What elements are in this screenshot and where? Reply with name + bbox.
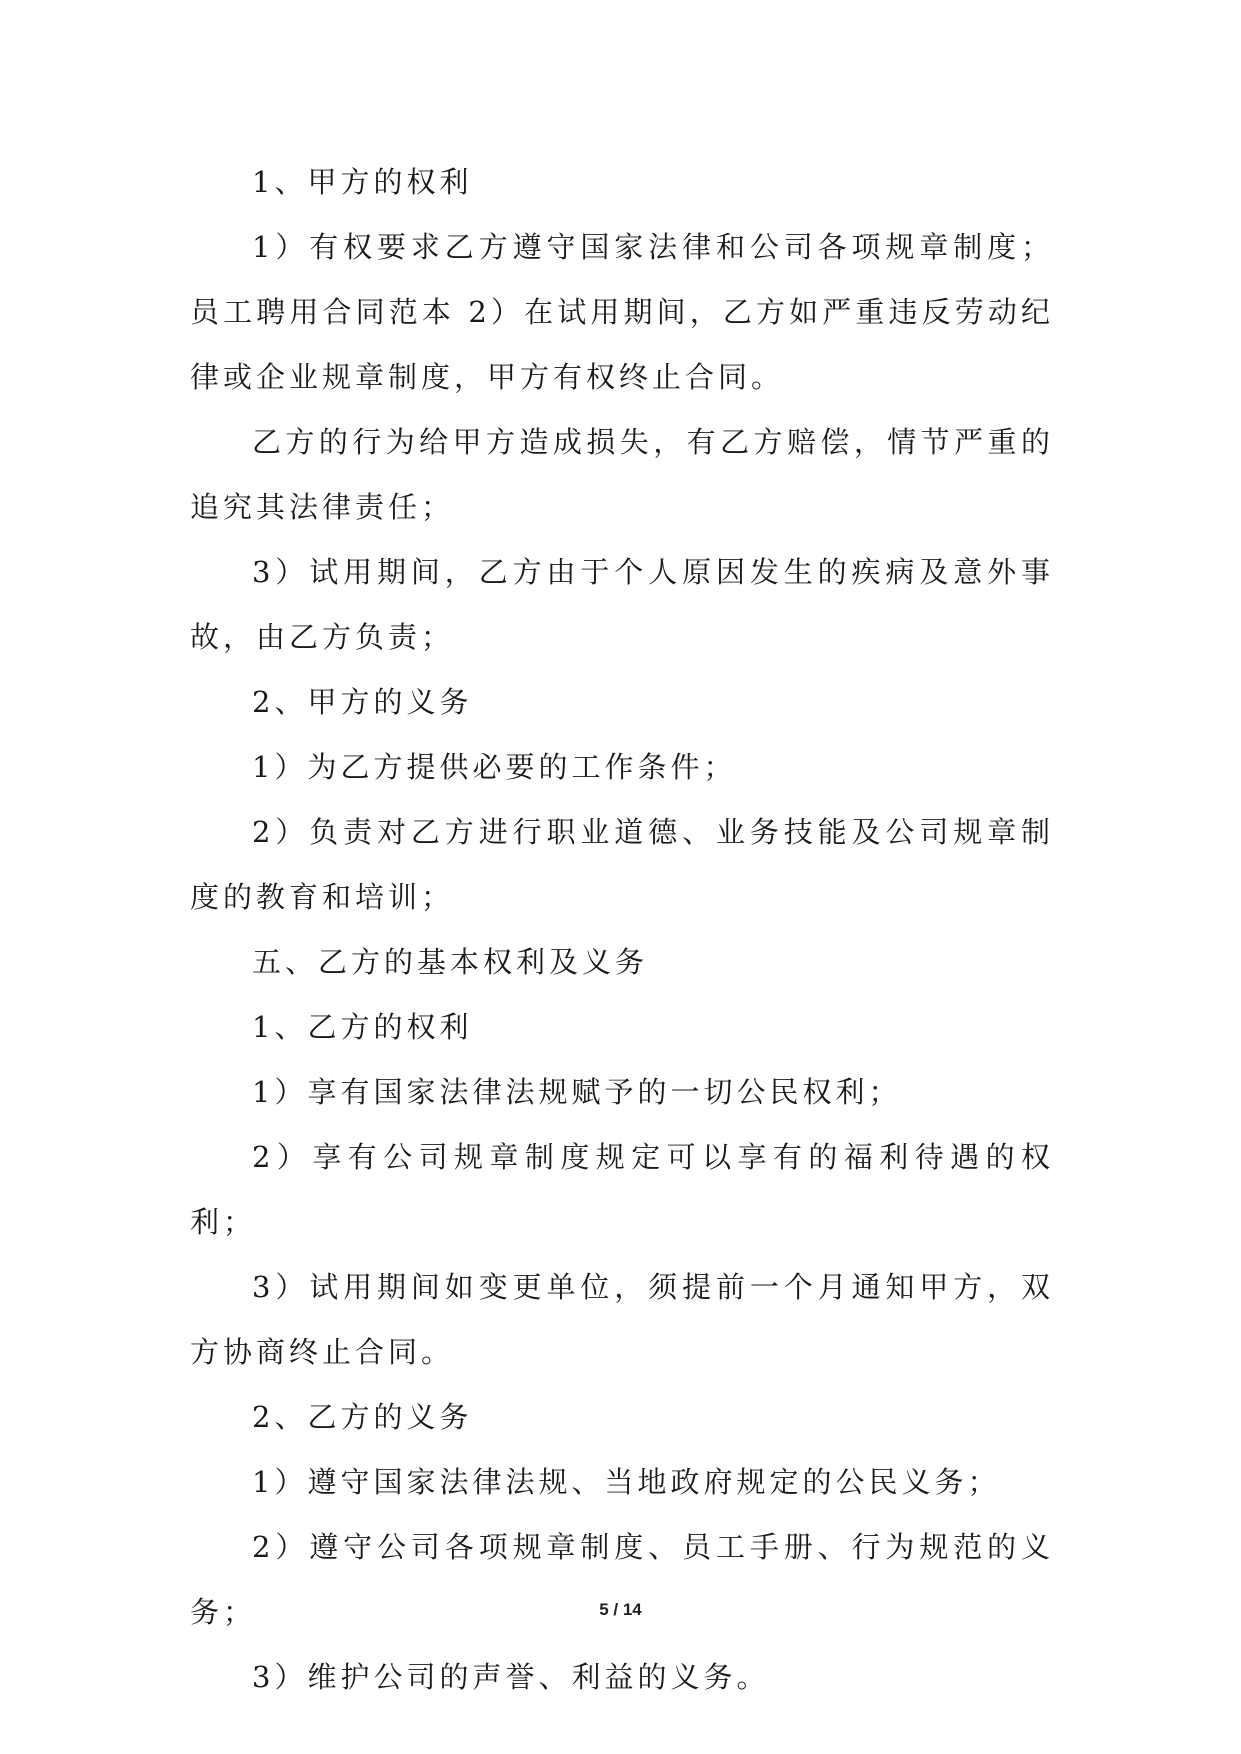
paragraph-yifang-duty-3: 3）维护公司的声誉、利益的义务。 — [252, 1660, 770, 1694]
paragraph-jiafang-rights-heading: 1、甲方的权利 — [252, 165, 473, 199]
paragraph-jiafang-duties-heading: 2、甲方的义务 — [252, 685, 473, 719]
paragraph-yifang-duty-1: 1）遵守国家法律法规、当地政府规定的公民义务； — [252, 1465, 1001, 1499]
paragraph-jiafang-right-3: 3）试用期间，乙方由于个人原因发生的疾病及意外事故，由乙方负责； — [190, 555, 1054, 654]
page-number: 5 / 14 — [599, 1600, 642, 1619]
paragraph-yifang-rights-heading: 1、乙方的权利 — [252, 1010, 473, 1044]
document-body — [190, 150, 1054, 1710]
paragraph-jiafang-duty-1: 1）为乙方提供必要的工作条件； — [252, 750, 737, 784]
paragraph-jiafang-duty-2: 2）负责对乙方进行职业道德、业务技能及公司规章制度的教育和培训； — [190, 815, 1054, 914]
paragraph-section-five-heading: 五、乙方的基本权利及义务 — [252, 945, 649, 979]
paragraph-yifang-right-2: 2）享有公司规章制度规定可以享有的福利待遇的权利； — [190, 1140, 1054, 1239]
paragraph-yifang-liability: 乙方的行为给甲方造成损失，有乙方赔偿，情节严重的追究其法律责任； — [190, 425, 1054, 524]
paragraph-yifang-right-1: 1）享有国家法律法规赋予的一切公民权利； — [252, 1075, 902, 1109]
paragraph-jiafang-right-1: 1）有权要求乙方遵守国家法律和公司各项规章制度；员工聘用合同范本 2）在试用期间，乙方如严重违反劳动纪律或企业规章制度，甲方有权终止合同。 — [190, 230, 1054, 394]
paragraph-yifang-duty-2: 2）遵守公司各项规章制度、员工手册、行为规范的义务； — [190, 1530, 1054, 1629]
paragraph-yifang-right-3: 3）试用期间如变更单位，须提前一个月通知甲方，双方协商终止合同。 — [190, 1270, 1054, 1369]
paragraph-yifang-duties-heading: 2、乙方的义务 — [252, 1400, 473, 1434]
